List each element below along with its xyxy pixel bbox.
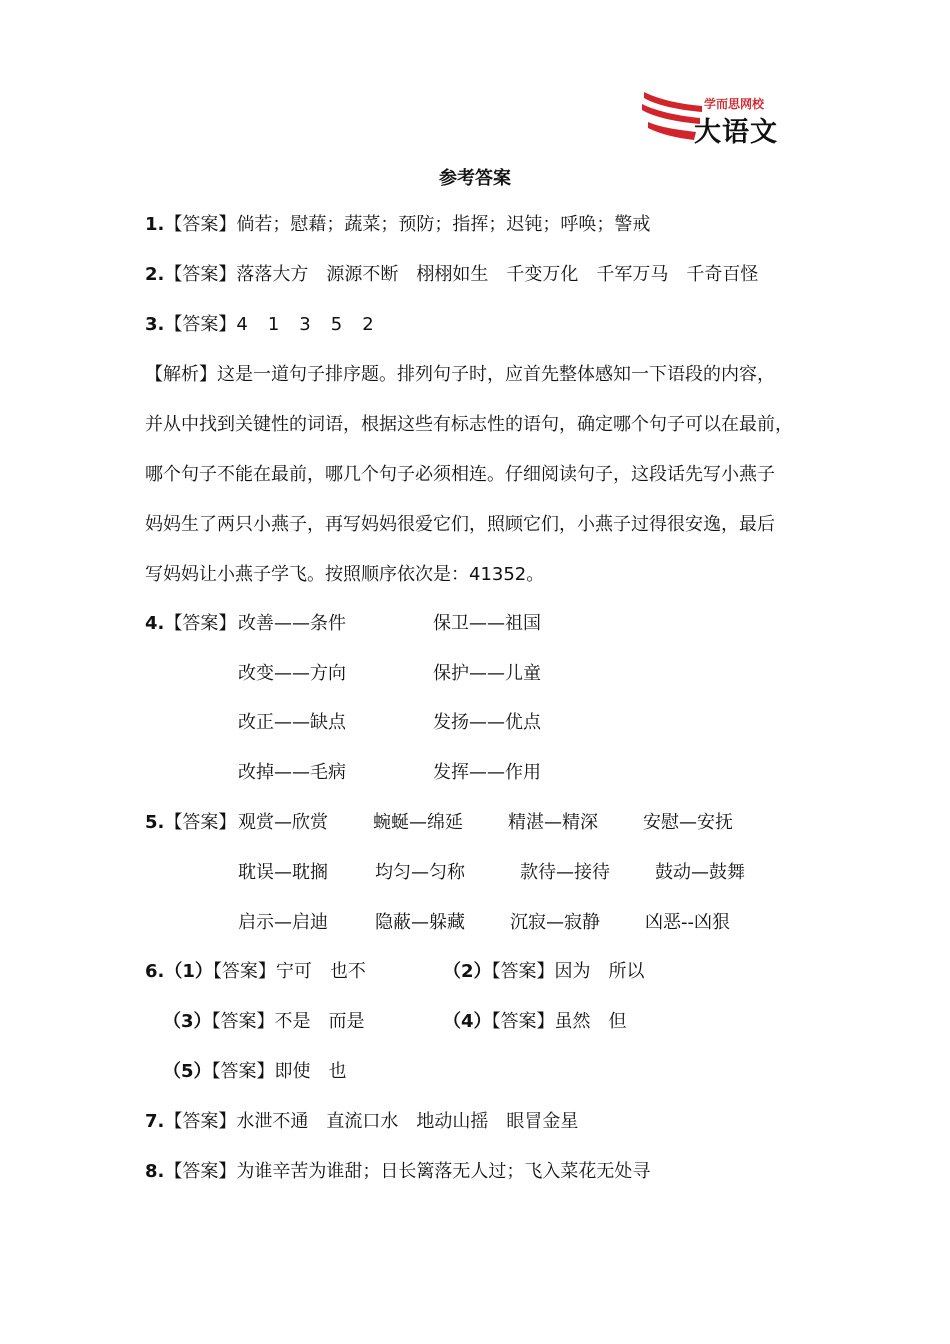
answer-number: 6.	[145, 961, 165, 982]
answer-6-4	[443, 1010, 627, 1034]
pair-word: 改变——方向	[238, 663, 346, 684]
answer-tag: 【答案】	[211, 1061, 275, 1082]
answer-number: 4.	[145, 613, 165, 634]
answer-word: 眼冒金星	[506, 1111, 579, 1132]
answer-1	[145, 213, 650, 237]
order-item: 4	[236, 314, 248, 335]
answer-word: 源源不断	[326, 264, 399, 285]
order-item: 2	[362, 314, 374, 335]
answer-word: 落落大方	[236, 264, 309, 285]
order-item: 3	[299, 314, 311, 335]
pair-word: 保护——儿童	[433, 663, 541, 684]
answer-text: 为谁辛苦为谁甜；日长篱落无人过；飞入菜花无处寻	[236, 1161, 651, 1182]
sub-label: （5）	[163, 1061, 212, 1082]
synonym-pair: 凶恶--凶狠	[645, 912, 730, 933]
answer-word: 直流口水	[326, 1111, 399, 1132]
answer-3	[145, 313, 374, 337]
sub-answer: 因为 所以	[554, 961, 645, 982]
answer-number: 7.	[145, 1111, 165, 1132]
answer-6-2	[443, 960, 645, 984]
synonym-pair: 沉寂—寂静	[510, 912, 600, 933]
answer-word: 地动山摇	[416, 1111, 489, 1132]
answer-tag: 【答案】	[164, 812, 237, 833]
sub-answer: 虽然 但	[554, 1011, 627, 1032]
answer-word: 千变万化	[506, 264, 579, 285]
synonym-pair: 精湛—精深	[508, 812, 598, 833]
synonym-pair: 均匀—匀称	[375, 862, 465, 883]
answer-tag: 【答案】	[164, 1111, 237, 1132]
pair-word: 改掉——毛病	[238, 762, 346, 783]
pair-word: 改正——缺点	[238, 712, 346, 733]
answer-text: 倘若；慰藉；蔬菜；预防；指挥；迟钝；呼唤；警戒	[236, 214, 651, 235]
synonym-pair: 耽误—耽搁	[238, 862, 328, 883]
answer-word: 千奇百怪	[686, 264, 759, 285]
answer-4	[145, 612, 236, 636]
pair-word: 发扬——优点	[433, 712, 541, 733]
synonym-pair: 鼓动—鼓舞	[655, 862, 745, 883]
pair-word: 发挥——作用	[433, 762, 541, 783]
sub-label: （4）	[443, 1011, 492, 1032]
sub-answer: 宁可 也不	[275, 961, 366, 982]
answer-5	[145, 811, 236, 835]
answer-word: 千军万马	[596, 264, 669, 285]
page-title: 参考答案	[439, 168, 511, 189]
answer-tag: 【答案】	[164, 1161, 237, 1182]
answer-tag: 【答案】	[491, 961, 555, 982]
sub-answer: 即使 也	[274, 1061, 347, 1082]
sub-label: （1）	[164, 961, 213, 982]
synonym-pair: 款待—接待	[520, 862, 610, 883]
answer-word: 栩栩如生	[416, 264, 489, 285]
answer-number: 8.	[145, 1161, 165, 1182]
synonym-pair: 观赏—欣赏	[238, 812, 328, 833]
synonym-pair: 蜿蜒—绵延	[373, 812, 463, 833]
answer-number: 3.	[145, 314, 165, 335]
analysis-line: 哪个句子不能在最前，哪几个句子必须相连。仔细阅读句子，这段话先写小燕子	[145, 464, 775, 485]
analysis-line: 写妈妈让小燕子学飞。按照顺序依次是：41352。	[145, 564, 545, 585]
order-item: 1	[267, 314, 280, 335]
sub-answer: 不是 而是	[274, 1011, 365, 1032]
answer-6-3	[163, 1010, 365, 1034]
analysis-line: 【解析】这是一道句子排序题。排列句子时，应首先整体感知一下语段的内容，	[145, 364, 775, 385]
analysis-line: 妈妈生了两只小燕子，再写妈妈很爱它们，照顾它们，小燕子过得很安逸，最后	[145, 514, 775, 535]
answer-word: 水泄不通	[236, 1111, 309, 1132]
analysis-line: 并从中找到关键性的词语，根据这些有标志性的语句，确定哪个句子可以在最前，	[145, 414, 793, 435]
answer-number: 2.	[145, 264, 165, 285]
pair-word: 改善——条件	[238, 613, 346, 634]
order-item: 5	[330, 314, 343, 335]
answer-tag: 【答案】	[164, 264, 237, 285]
answer-6	[145, 960, 366, 984]
pair-word: 保卫——祖国	[433, 613, 541, 634]
answer-tag: 【答案】	[491, 1011, 555, 1032]
synonym-pair: 隐蔽—躲藏	[375, 912, 465, 933]
answer-number: 5.	[145, 812, 165, 833]
answer-tag: 【答案】	[212, 961, 276, 982]
logo	[640, 90, 800, 152]
logo-school-name: 学而思网校	[704, 97, 765, 111]
answer-7	[145, 1110, 578, 1134]
logo-brand-name: 大语文	[694, 117, 778, 148]
answer-number: 1.	[145, 214, 165, 235]
answer-8	[145, 1160, 650, 1184]
answer-tag: 【答案】	[164, 314, 237, 335]
answer-2	[145, 263, 758, 287]
answer-tag: 【答案】	[211, 1011, 275, 1032]
sub-label: （2）	[443, 961, 492, 982]
synonym-pair: 安慰—安抚	[643, 812, 733, 833]
answer-tag: 【答案】	[164, 214, 237, 235]
answer-6-5	[163, 1060, 347, 1084]
synonym-pair: 启示—启迪	[238, 912, 328, 933]
answer-tag: 【答案】	[164, 613, 237, 634]
sub-label: （3）	[163, 1011, 212, 1032]
